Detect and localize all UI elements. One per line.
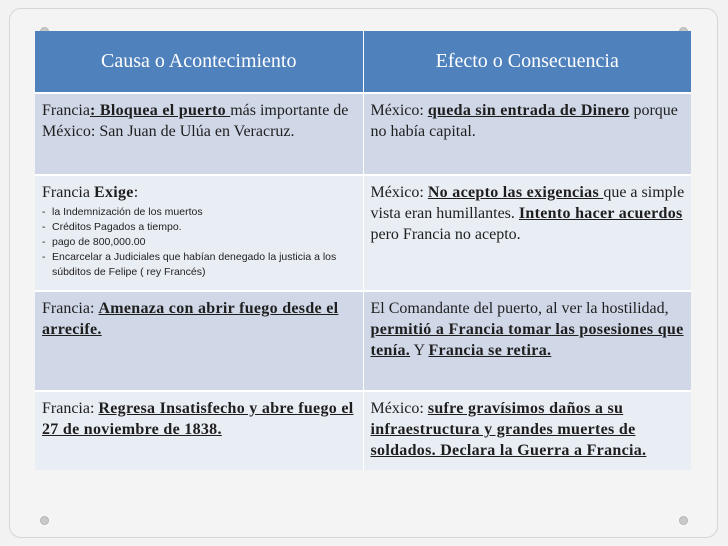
- list-item: - la Indemnización de los muertos: [42, 205, 359, 220]
- cause-cell: [35, 175, 363, 291]
- list-item: - Encarcelar a Judiciales que habían denegado la justicia a los súbditos de Felipe ( rey Francés): [42, 250, 359, 280]
- effect-cell: [363, 175, 691, 291]
- cell-emphasis: Amenaza con abrir fuego desde el arrecife.: [42, 300, 339, 338]
- cell-text: :: [133, 184, 139, 201]
- cell-text: Francia:: [42, 300, 99, 317]
- cell-text: Y: [410, 342, 429, 359]
- cause-cell: [35, 391, 363, 470]
- cell-text: México:: [370, 400, 428, 417]
- cell-text: pero Francia no acepto.: [370, 226, 521, 243]
- cell-text: El Comandante del puerto, al ver la hostilidad,: [370, 300, 669, 317]
- table-row: [35, 93, 691, 175]
- effect-cell: [363, 391, 691, 470]
- cell-emphasis: Exige: [93, 184, 134, 201]
- cell-text: México:: [370, 184, 428, 201]
- cell-text: Francia: [42, 184, 94, 201]
- cell-emphasis: Regresa Insatisfecho y abre fuego el 27 de noviembre de 1838.: [42, 400, 354, 438]
- effect-cell: [363, 93, 691, 175]
- cell-emphasis: No acepto las exigencias: [427, 184, 604, 201]
- cell-emphasis: queda sin entrada de Dinero: [427, 102, 630, 119]
- cell-emphasis: sufre gravísimos daños a su infraestructura y grandes muertes de soldados. Declara la Guerra a Francia.: [370, 400, 647, 459]
- cell-emphasis: Francia se retira.: [428, 342, 552, 359]
- table-row: [35, 175, 691, 291]
- cell-text: Francia:: [42, 400, 99, 417]
- cell-emphasis: permitió a Francia tomar las posesiones que tenía.: [370, 321, 684, 359]
- effect-cell: [363, 291, 691, 391]
- cause-cell: [35, 93, 363, 175]
- cell-text: porque no había capital.: [370, 102, 678, 140]
- table-header-row: [35, 31, 691, 93]
- list-item: - pago de 800,000.00: [42, 235, 359, 250]
- table-row: [35, 291, 691, 391]
- corner-dot-bottom-left: [40, 516, 49, 525]
- cause-cell: [35, 291, 363, 391]
- cell-emphasis: Intento hacer acuerdos: [518, 205, 683, 222]
- cell-text: México:: [370, 102, 428, 119]
- cell-text: más importante de México: San Juan de Ulúa en Veracruz.: [42, 102, 349, 140]
- cell-emphasis: : Bloquea el puerto: [89, 102, 231, 119]
- cause-effect-table: [35, 31, 691, 470]
- cell-text: Francia: [42, 102, 90, 119]
- header-cause: Causa o Acontecimiento: [35, 31, 363, 93]
- table-row: [35, 391, 691, 470]
- header-effect: Efecto o Consecuencia: [363, 31, 691, 93]
- cell-text: que a simple vista eran humillantes.: [370, 184, 685, 222]
- list-item: - Créditos Pagados a tiempo.: [42, 220, 359, 235]
- demands-list: [42, 205, 359, 280]
- corner-dot-bottom-right: [679, 516, 688, 525]
